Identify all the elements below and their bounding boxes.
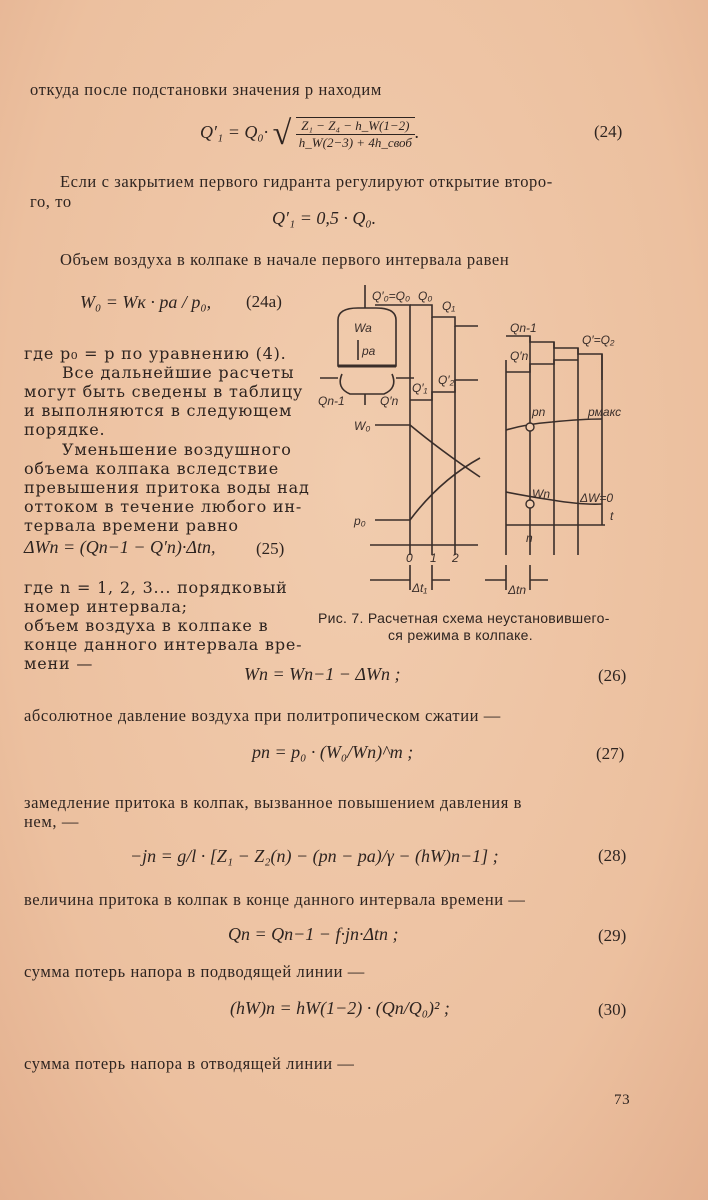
- figure-caption-line2: ся режима в колпаке.: [388, 627, 533, 643]
- equation-29: Qn = Qn−1 − f·jn·Δtn ;: [228, 924, 399, 944]
- paragraph-second-hydrant-1: Если с закрытием первого гидранта регулируют открытие второ-: [60, 172, 553, 191]
- text-line: номер интервала;: [24, 597, 188, 616]
- label-pa: pa: [362, 344, 376, 358]
- label-q0: Q₀: [418, 289, 433, 303]
- label-dt1: Δt₁: [412, 581, 428, 595]
- equation-24-denominator: h_W(2−3) + 4h_своб: [298, 135, 412, 150]
- equation-26: Wn = Wn−1 − ΔWn ;: [244, 664, 401, 684]
- label-qn-tank: Q′n: [380, 394, 399, 408]
- text-line: объем воздуха в колпаке в: [24, 616, 269, 635]
- text-line: тервала времени равно: [24, 516, 239, 535]
- equation-28: −jn = g/l · [Z₁ − Z₂(n) − (pn − pa)/γ − (hW)n−1] ;: [130, 846, 499, 866]
- text-line: мени —: [24, 654, 94, 673]
- label-q0-eq: Q′₀=Q₀: [372, 289, 411, 303]
- label-t: t: [610, 509, 614, 523]
- label-qn1: Qn-1: [510, 321, 537, 335]
- text-line: где n = 1, 2, 3... порядковый: [24, 578, 288, 597]
- label-p0: p₀: [354, 514, 366, 528]
- label-wn: Wn: [532, 487, 550, 501]
- label-t0: 0: [406, 551, 413, 565]
- equation-25-label: (25): [256, 539, 285, 558]
- paragraph-slowdown-2: нем, —: [24, 812, 79, 831]
- text-line: и выполняются в следующем: [24, 401, 293, 420]
- label-wa: Wa: [354, 321, 372, 335]
- label-tn: n: [526, 531, 533, 545]
- paragraph-slowdown-1: замедление притока в колпак, вызванное повышением давления в: [24, 793, 522, 812]
- text-line: могут быть сведены в таблицу: [24, 382, 304, 401]
- label-q1-prime: Q′₁: [412, 381, 428, 395]
- paragraph-inflow: величина притока в колпак в конце данного интервала времени —: [24, 890, 526, 909]
- paragraph-air-volume: Объем воздуха в колпаке в начале первого интервала равен: [60, 250, 510, 269]
- figure-7-diagram: [310, 280, 650, 600]
- volume-point-marker: [526, 500, 534, 508]
- label-q2-prime: Q′₂: [438, 373, 455, 387]
- label-dw0: ΔW=0: [580, 491, 614, 505]
- text-line: оттоком в течение любого ин-: [24, 497, 303, 516]
- text-line: где p₀ = p по уравнению (4).: [24, 344, 287, 363]
- paragraph-intro: откуда после подстановки значения p находим: [30, 80, 382, 99]
- label-w0: W₀: [354, 419, 371, 433]
- equation-30: (hW)n = hW(1−2) · (Qn/Q₀)² ;: [230, 998, 450, 1018]
- sqrt-icon: √: [272, 115, 292, 152]
- label-qn-prime: Q′n: [510, 349, 529, 363]
- equation-27-label: (27): [596, 744, 625, 763]
- equation-29-label: (29): [598, 926, 627, 945]
- label-pn: pn: [532, 405, 546, 419]
- paragraph-loss-outlet: сумма потерь напора в отводящей линии —: [24, 1054, 355, 1073]
- equation-24-lhs: Q′₁ = Q₀·: [200, 122, 269, 143]
- text-line: порядке.: [24, 420, 106, 439]
- label-t2: 2: [452, 551, 459, 565]
- label-dtn: Δtn: [508, 583, 527, 597]
- label-q1: Q₁: [442, 299, 456, 313]
- text-line: превышения притока воды над: [24, 478, 310, 497]
- paragraph-loss-inlet: сумма потерь напора в подводящей линии —: [24, 962, 365, 981]
- equation-25: ΔWn = (Qn−1 − Q′n)·Δtn,: [24, 537, 216, 557]
- figure-caption-line1: Рис. 7. Расчетная схема неустановившего-: [318, 610, 610, 626]
- equation-q1: Q′₁ = 0,5 · Q₀.: [272, 208, 377, 228]
- text-line: объема колпака вследствие: [24, 459, 280, 478]
- page-number: 73: [614, 1092, 631, 1108]
- equation-24a-label: (24a): [246, 292, 282, 311]
- equation-30-label: (30): [598, 1000, 627, 1019]
- paragraph-second-hydrant-2: го, то: [30, 192, 72, 211]
- text-line: Уменьшение воздушного: [62, 440, 292, 459]
- equation-24-numerator: Z₁ − Z₄ − h_W(1−2): [296, 118, 415, 135]
- equation-24: Q′₁ = Q₀· √ $\frac{\text{Z₁ − Z₄ − h\_W(1−2)}}{\text{h\_W(2−3) + 4h\_своб}}$ .: [200, 115, 420, 152]
- text-line: Все дальнейшие расчеты: [62, 363, 295, 382]
- label-q-eq-q2: Q′=Q₂: [582, 333, 615, 347]
- label-t1: 1: [430, 551, 437, 565]
- equation-24a: W₀ = Wк · pa / p₀,: [80, 292, 212, 312]
- label-pmax: pмакс: [588, 405, 622, 419]
- paragraph-abs-pressure: абсолютное давление воздуха при политропическом сжатии —: [24, 706, 501, 725]
- equation-24-label: (24): [594, 122, 623, 141]
- equation-27: pn = p₀ · (W₀/Wn)^m ;: [252, 742, 414, 762]
- label-qn1-tank: Qn-1: [318, 394, 345, 408]
- equation-26-label: (26): [598, 666, 627, 685]
- equation-28-label: (28): [598, 846, 627, 865]
- pressure-point-marker: [526, 423, 534, 431]
- text-line: конце данного интервала вре-: [24, 635, 303, 654]
